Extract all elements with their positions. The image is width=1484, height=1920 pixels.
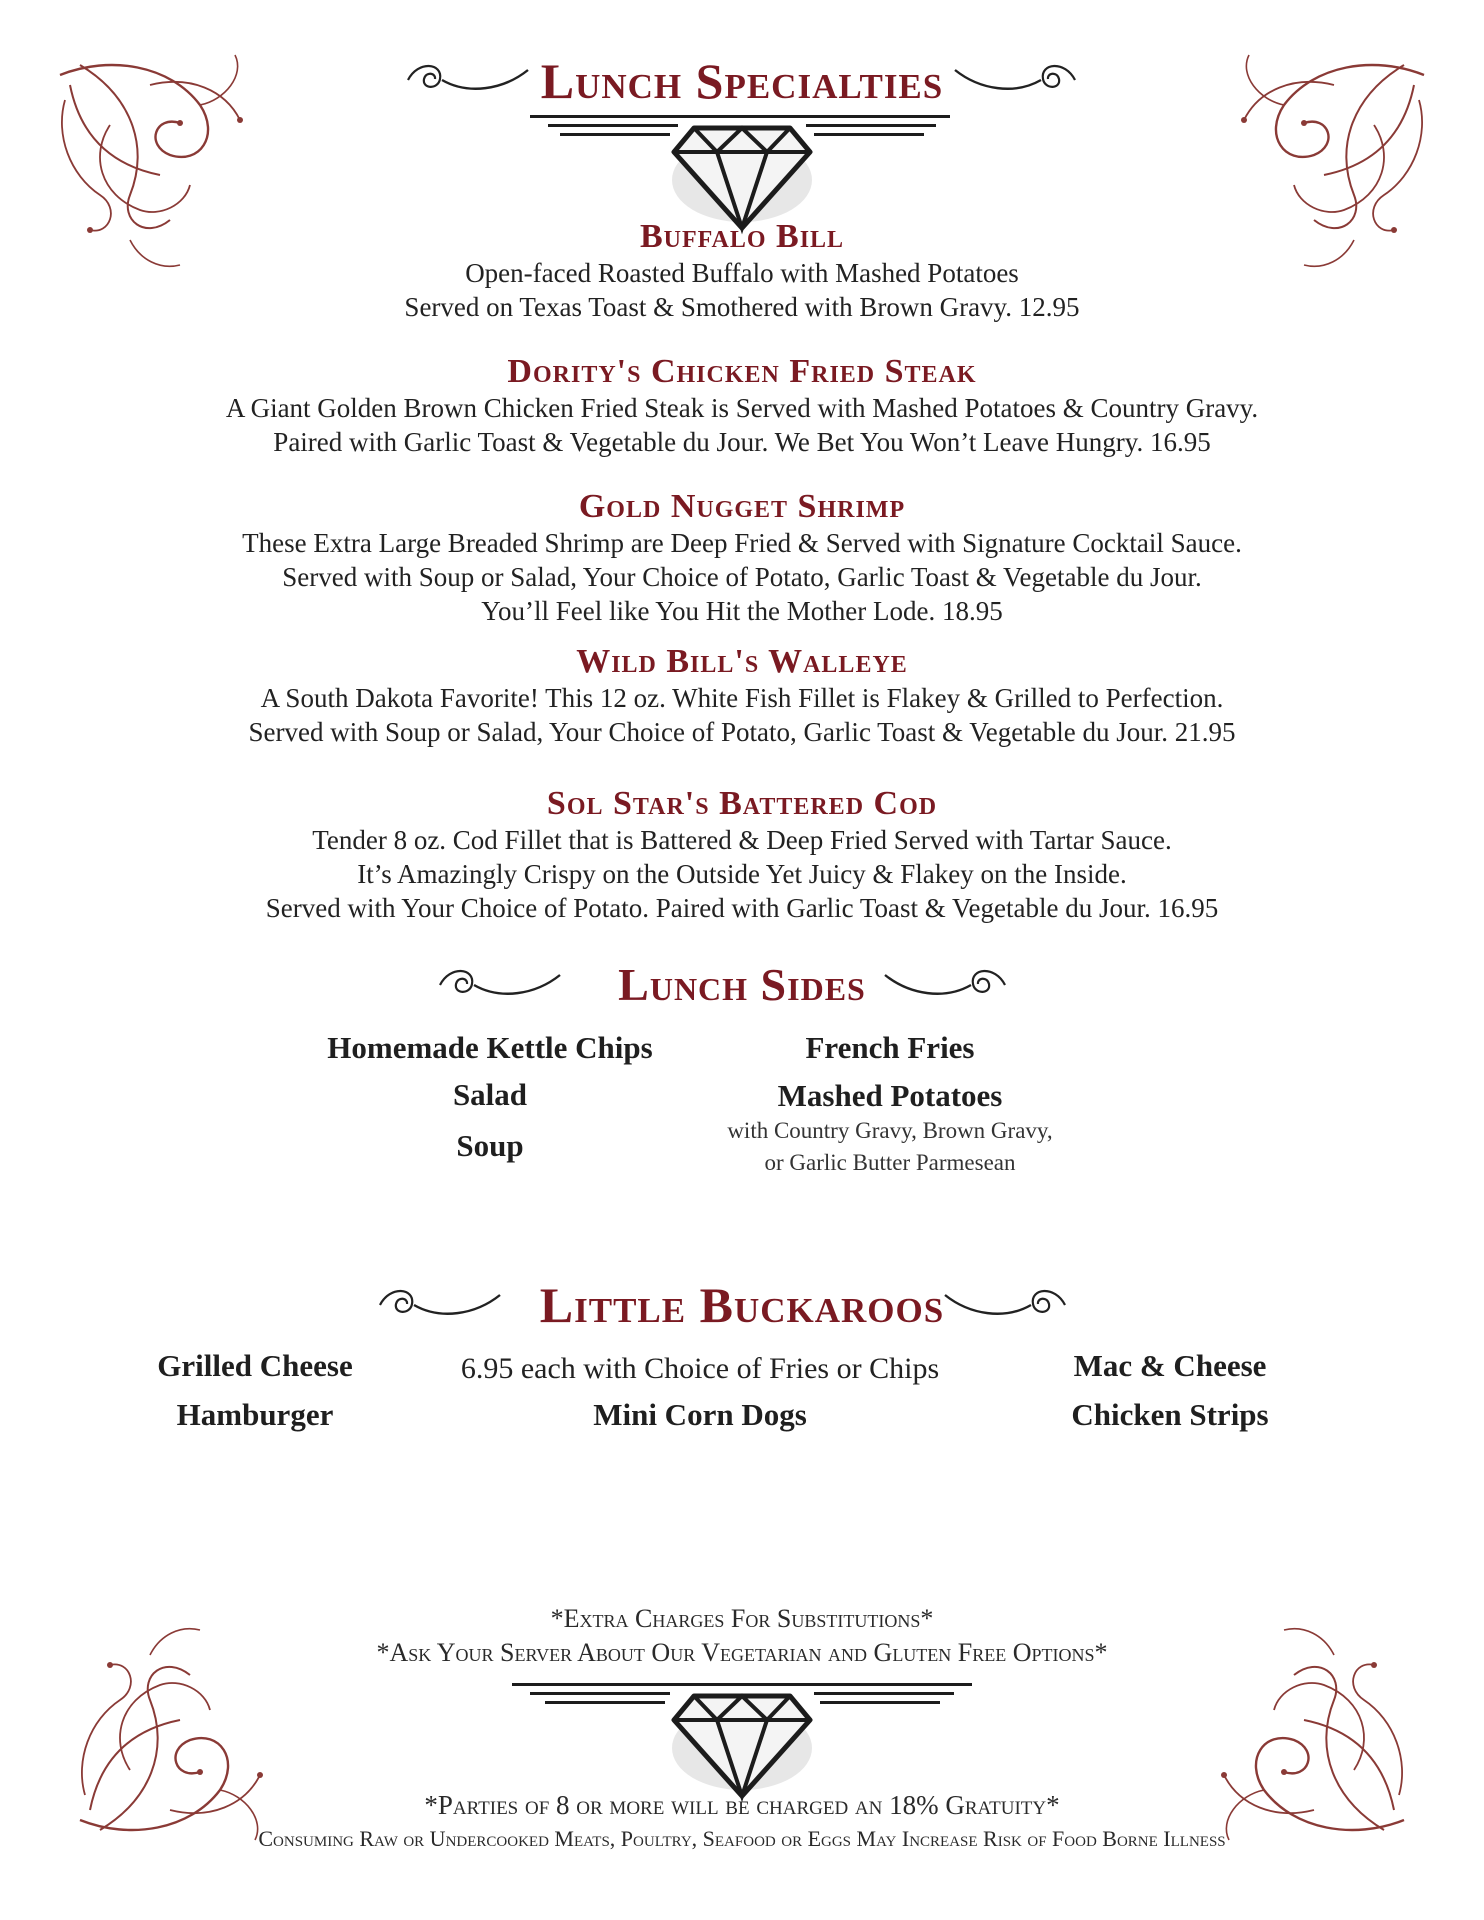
kids-item: Mac & Cheese xyxy=(1073,1348,1267,1383)
side-item: French Fries xyxy=(805,1030,975,1065)
footer-note: *Extra Charges For Substitutions* xyxy=(550,1604,934,1633)
header-rule xyxy=(814,133,924,136)
diamond-icon xyxy=(672,110,812,235)
menu-item xyxy=(0,785,1484,925)
side-note: or Garlic Butter Parmesean xyxy=(764,1150,1016,1175)
side-item: Salad xyxy=(452,1077,528,1112)
header-rule xyxy=(560,133,670,136)
footer-note: *Parties of 8 or more will be charged an 18% Gratuity* xyxy=(424,1790,1060,1820)
item-description: Served on Texas Toast & Smothered with Brown Gravy. 12.95 xyxy=(404,292,1080,322)
item-description: A South Dakota Favorite! This 12 oz. White Fish Fillet is Flakey & Grilled to Perfection. xyxy=(260,683,1224,713)
item-description: Tender 8 oz. Cod Fillet that is Battered & Deep Fried Served with Tartar Sauce. xyxy=(312,825,1172,855)
menu-item xyxy=(0,353,1484,459)
kids-item: Mini Corn Dogs xyxy=(593,1397,807,1432)
footer-disclaimer: Consuming Raw or Undercooked Meats, Poultry, Seafood or Eggs May Increase Risk of Food Borne Illness xyxy=(258,1826,1226,1851)
item-description: It’s Amazingly Crispy on the Outside Yet Juicy & Flakey on the Inside. xyxy=(357,859,1127,889)
header-rule xyxy=(806,124,936,127)
item-title: Gold Nugget Shrimp xyxy=(578,488,906,525)
item-title: Wild Bill's Walleye xyxy=(576,643,908,680)
item-description: Served with Soup or Salad, Your Choice of Potato, Garlic Toast & Vegetable du Jour. 21.95 xyxy=(248,717,1236,747)
diamond-icon xyxy=(672,1678,812,1803)
item-description: A Giant Golden Brown Chicken Fried Steak is Served with Mashed Potatoes & Country Gravy. xyxy=(225,393,1259,423)
item-description: These Extra Large Breaded Shrimp are Deep Fried & Served with Signature Cocktail Sauce. xyxy=(242,528,1242,558)
page-title: Lunch Specialties xyxy=(540,53,944,109)
footer-rule xyxy=(814,1692,954,1695)
item-title: Buffalo Bill xyxy=(639,218,845,255)
item-title: Sol Star's Battered Cod xyxy=(546,785,938,822)
side-note: with Country Gravy, Brown Gravy, xyxy=(727,1118,1053,1143)
footer-rule xyxy=(530,1692,670,1695)
side-item: Homemade Kettle Chips xyxy=(327,1030,653,1065)
item-description: Paired with Garlic Toast & Vegetable du Jour. We Bet You Won’t Leave Hungry. 16.95 xyxy=(273,427,1211,457)
footer-rule xyxy=(545,1701,665,1704)
item-description: Served with Soup or Salad, Your Choice of Potato, Garlic Toast & Vegetable du Jour. xyxy=(282,562,1202,592)
item-description: You’ll Feel like You Hit the Mother Lode. 18.95 xyxy=(481,596,1003,626)
menu-item xyxy=(0,218,1484,324)
kids-item: Chicken Strips xyxy=(1071,1397,1269,1432)
footer-note: *Ask Your Server About Our Vegetarian and Gluten Free Options* xyxy=(376,1638,1108,1667)
section-title-sides: Lunch Sides xyxy=(618,959,866,1010)
side-item: Soup xyxy=(456,1128,524,1163)
item-description: Served with Your Choice of Potato. Paired with Garlic Toast & Vegetable du Jour. 16.95 xyxy=(265,893,1219,923)
item-description: Open-faced Roasted Buffalo with Mashed Potatoes xyxy=(465,258,1019,288)
section-title-kids: Little Buckaroos xyxy=(539,1277,945,1333)
kids-item: Grilled Cheese xyxy=(157,1348,353,1383)
side-item: Mashed Potatoes xyxy=(777,1078,1003,1113)
kids-price-note: 6.95 each with Choice of Fries or Chips xyxy=(460,1352,940,1385)
kids-item: Hamburger xyxy=(176,1397,334,1432)
menu-item xyxy=(0,643,1484,749)
menu-item xyxy=(0,488,1484,628)
item-title: Dority's Chicken Fried Steak xyxy=(507,353,977,390)
footer-rule xyxy=(820,1701,940,1704)
header-rule xyxy=(548,124,678,127)
